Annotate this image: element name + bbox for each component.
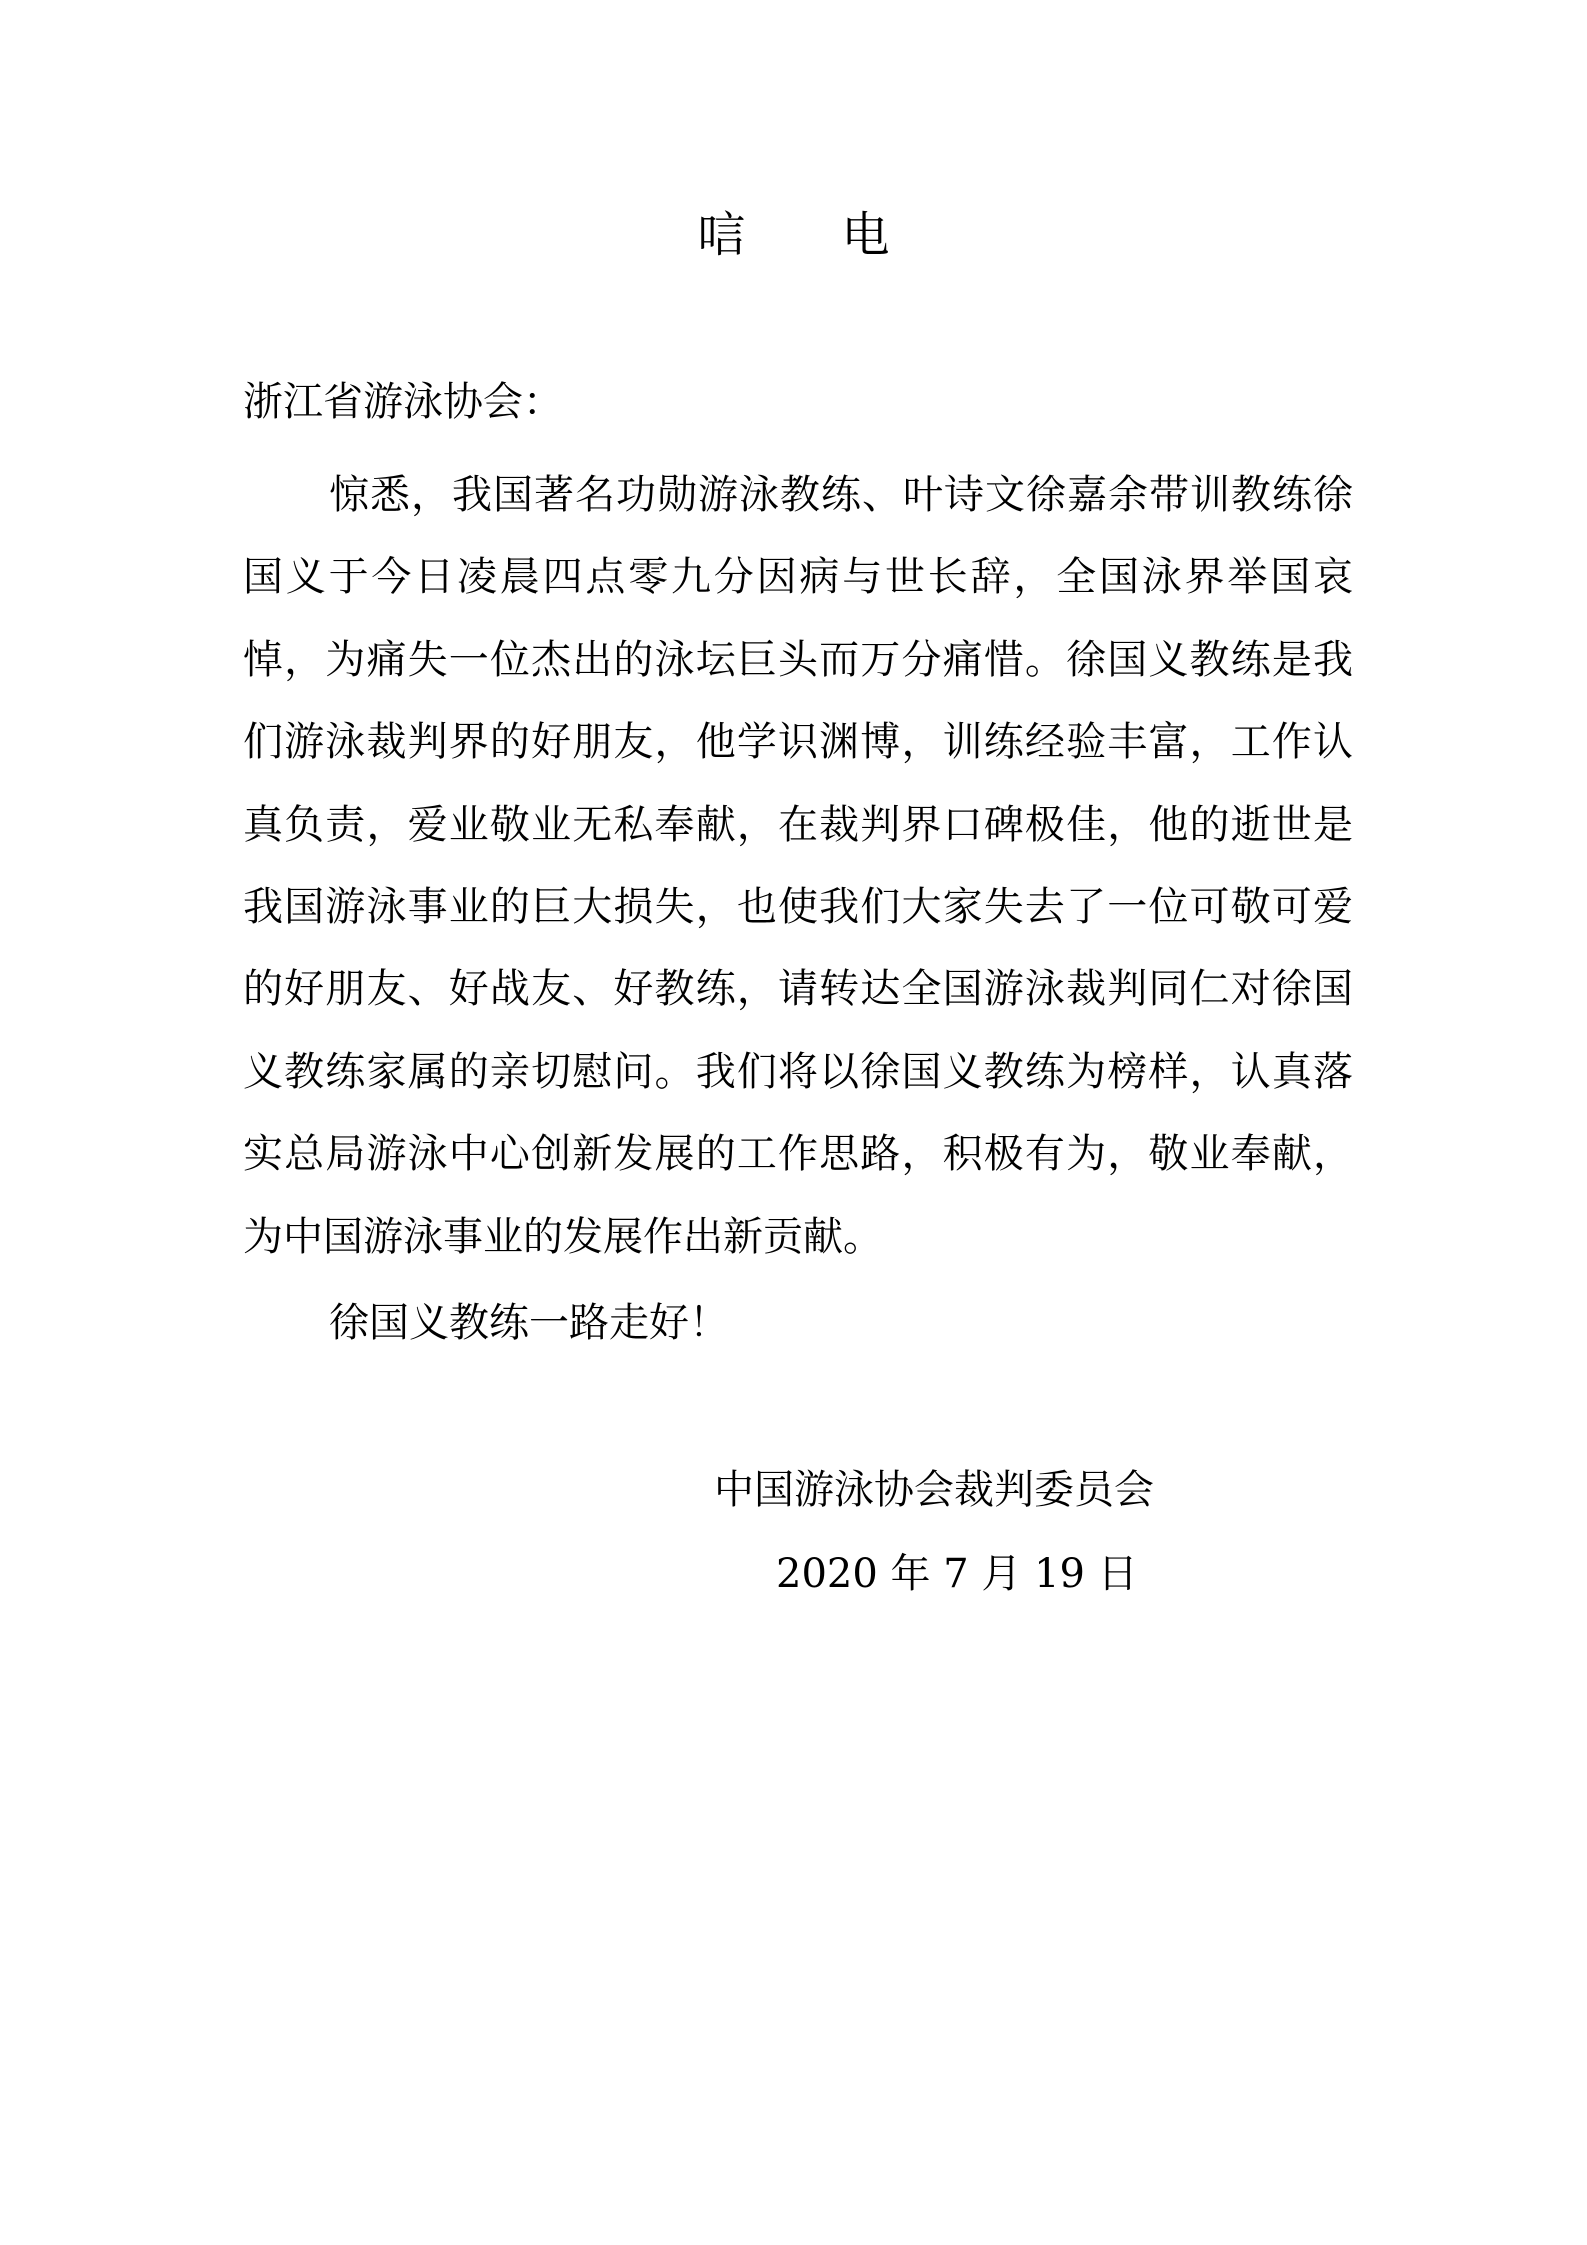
recipient-line: 浙江省游泳协会： [243,379,563,425]
body-paragraph: 惊悉，我国著名功勋游泳教练、叶诗文徐嘉余带训教练徐国义于今日凌晨四点零九分因病与世长辞，全国泳界举国哀悼，为痛失一位杰出的泳坛巨头而万分痛惜。徐国义教练是我们游泳裁判界的好朋友，他学识渊博，训练经验丰富，工作认真负责，爱业敬业无私奉献，在裁判界口碑极佳，他的逝世是我国游泳事业的巨大损失，也使我们大家失去了一位可敬可爱的好朋友、好战友、好教练，请转达全国游泳裁判同仁对徐国义教练家属的亲切慰问。我们将以徐国义教练为榜样，认真落实总局游泳中心创新发展的工作思路，积极有为，敬业奉献，为中国游泳事业的发展作出新贡献。 [243,472,1353,1260]
title-char-2: 电 [841,207,890,263]
signature-organization: 中国游泳协会裁判委员会 [714,1467,1154,1513]
signature-date: 2020 年 7 月 19 日 [776,1551,1138,1597]
document-title [0,200,1587,270]
title-char-1: 唁 [697,207,746,263]
farewell-line: 徐国义教练一路走好！ [329,1300,729,1346]
